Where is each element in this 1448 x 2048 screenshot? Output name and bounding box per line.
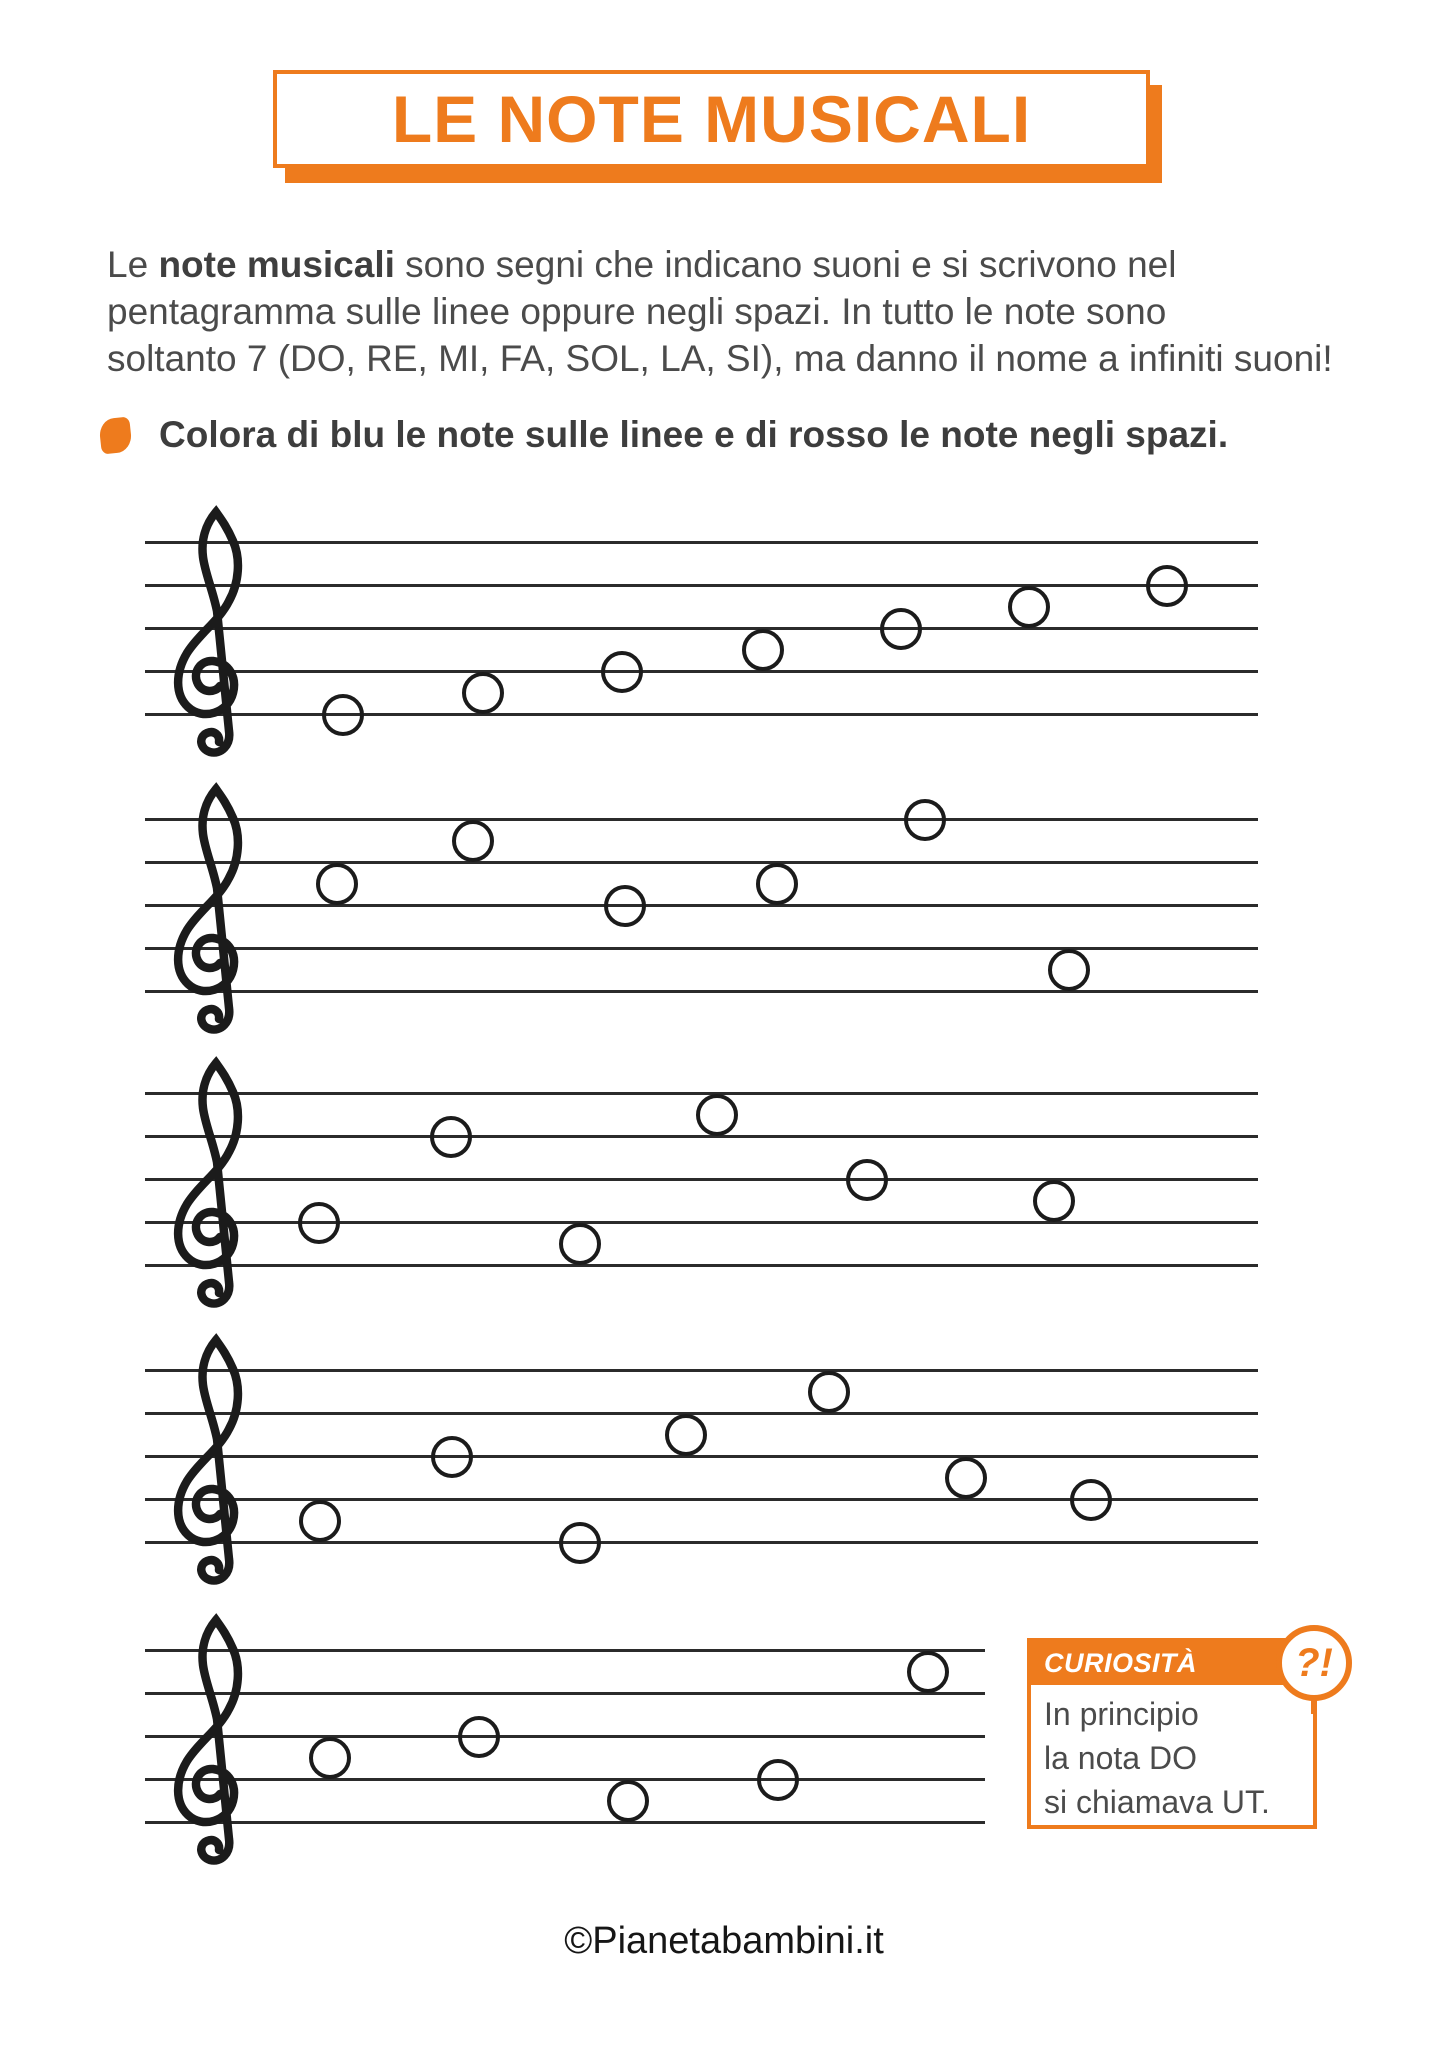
note-circle-si[interactable]: [604, 885, 646, 927]
treble-clef-icon: [167, 778, 267, 1040]
note-circle-fa[interactable]: [299, 1500, 341, 1542]
staff-3: [145, 1092, 1258, 1267]
curiosity-title: CURIOSITÀ: [1044, 1648, 1197, 1678]
title-box: [273, 70, 1150, 168]
note-circle-si[interactable]: [458, 1716, 500, 1758]
note-circle-si[interactable]: [431, 1436, 473, 1478]
treble-clef-icon: [167, 501, 267, 763]
instruction-text: Colora di blu le note sulle linee e di rosso le note negli spazi.: [159, 414, 1229, 455]
instruction-row: [100, 414, 1228, 456]
page-title: LE NOTE MUSICALI: [391, 82, 1032, 156]
curiosity-box: [1027, 1638, 1317, 1829]
staff-4: [145, 1369, 1258, 1544]
staff-line: [145, 541, 1258, 544]
curiosity-header: [1031, 1642, 1313, 1685]
note-circle-sol[interactable]: [601, 651, 643, 693]
curiosity-line-2: la nota DO: [1044, 1740, 1197, 1776]
staff-line: [145, 1692, 985, 1695]
staff-line: [145, 904, 1258, 907]
staff-1: [145, 541, 1258, 716]
note-circle-la[interactable]: [1033, 1180, 1075, 1222]
note-circle-do[interactable]: [1008, 586, 1050, 628]
note-circle-fa[interactable]: [559, 1223, 601, 1265]
note-circle-sol[interactable]: [1070, 1479, 1112, 1521]
staff-line: [145, 1092, 1258, 1095]
note-circle-fa[interactable]: [904, 799, 946, 841]
note-circle-sol[interactable]: [757, 1759, 799, 1801]
note-circle-do[interactable]: [756, 863, 798, 905]
staff-line: [145, 947, 1258, 950]
intro-line-3: soltanto 7 (DO, RE, MI, FA, SOL, LA, SI), ma danno il nome a infiniti suoni!: [107, 338, 1333, 379]
intro-line-2: pentagramma sulle linee oppure negli spazi. In tutto le note sono: [107, 291, 1167, 332]
curiosity-line-1: In principio: [1044, 1696, 1199, 1732]
footer-credit: ©Pianetabambini.it: [564, 1920, 884, 1962]
note-circle-do[interactable]: [316, 863, 358, 905]
staff-line: [145, 584, 1258, 587]
question-exclamation-badge: [1276, 1625, 1352, 1701]
treble-clef-icon: [167, 1609, 267, 1871]
staff-line: [145, 1178, 1258, 1181]
note-circle-la[interactable]: [945, 1457, 987, 1499]
staff-line: [145, 1649, 985, 1652]
staff-line: [145, 1135, 1258, 1138]
note-circle-mi[interactable]: [322, 694, 364, 736]
note-circle-fa[interactable]: [462, 672, 504, 714]
note-circle-mi[interactable]: [696, 1094, 738, 1136]
note-circle-re[interactable]: [1146, 565, 1188, 607]
intro-line-1: Le note musicali sono segni che indicano suoni e si scrivono nel: [107, 244, 1177, 285]
staff-line: [145, 1264, 1258, 1267]
staff-line: [145, 818, 1258, 821]
badge-text: ?!: [1295, 1640, 1333, 1685]
staff-line: [145, 861, 1258, 864]
staff-line: [145, 1821, 985, 1824]
intro-paragraph: [107, 241, 1407, 382]
note-circle-si[interactable]: [880, 608, 922, 650]
staff-line: [145, 1455, 1258, 1458]
staff-line: [145, 713, 1258, 716]
curiosity-line-3: si chiamava UT.: [1044, 1784, 1270, 1820]
staff-line: [145, 1735, 985, 1738]
staff-line: [145, 627, 1258, 630]
bullet-blob-icon: [98, 416, 132, 454]
staff-line: [145, 1778, 985, 1781]
note-circle-re[interactable]: [430, 1116, 472, 1158]
note-circle-mi[interactable]: [907, 1651, 949, 1693]
note-circle-fa[interactable]: [607, 1780, 649, 1822]
note-circle-fa[interactable]: [1048, 949, 1090, 991]
staff-2: [145, 818, 1258, 993]
note-circle-mi[interactable]: [559, 1522, 601, 1564]
note-circle-si[interactable]: [846, 1159, 888, 1201]
note-circle-mi[interactable]: [808, 1371, 850, 1413]
note-circle-la[interactable]: [309, 1737, 351, 1779]
note-circle-sol[interactable]: [298, 1202, 340, 1244]
note-circle-mi[interactable]: [452, 820, 494, 862]
staff-line: [145, 1369, 1258, 1372]
note-circle-la[interactable]: [742, 629, 784, 671]
treble-clef-icon: [167, 1329, 267, 1591]
staff-line: [145, 990, 1258, 993]
note-circle-do[interactable]: [665, 1414, 707, 1456]
staff-line: [145, 1412, 1258, 1415]
staff-line: [145, 1541, 1258, 1544]
staff-5: [145, 1649, 985, 1824]
curiosity-body: [1031, 1685, 1313, 1824]
staff-line: [145, 670, 1258, 673]
treble-clef-icon: [167, 1052, 267, 1314]
